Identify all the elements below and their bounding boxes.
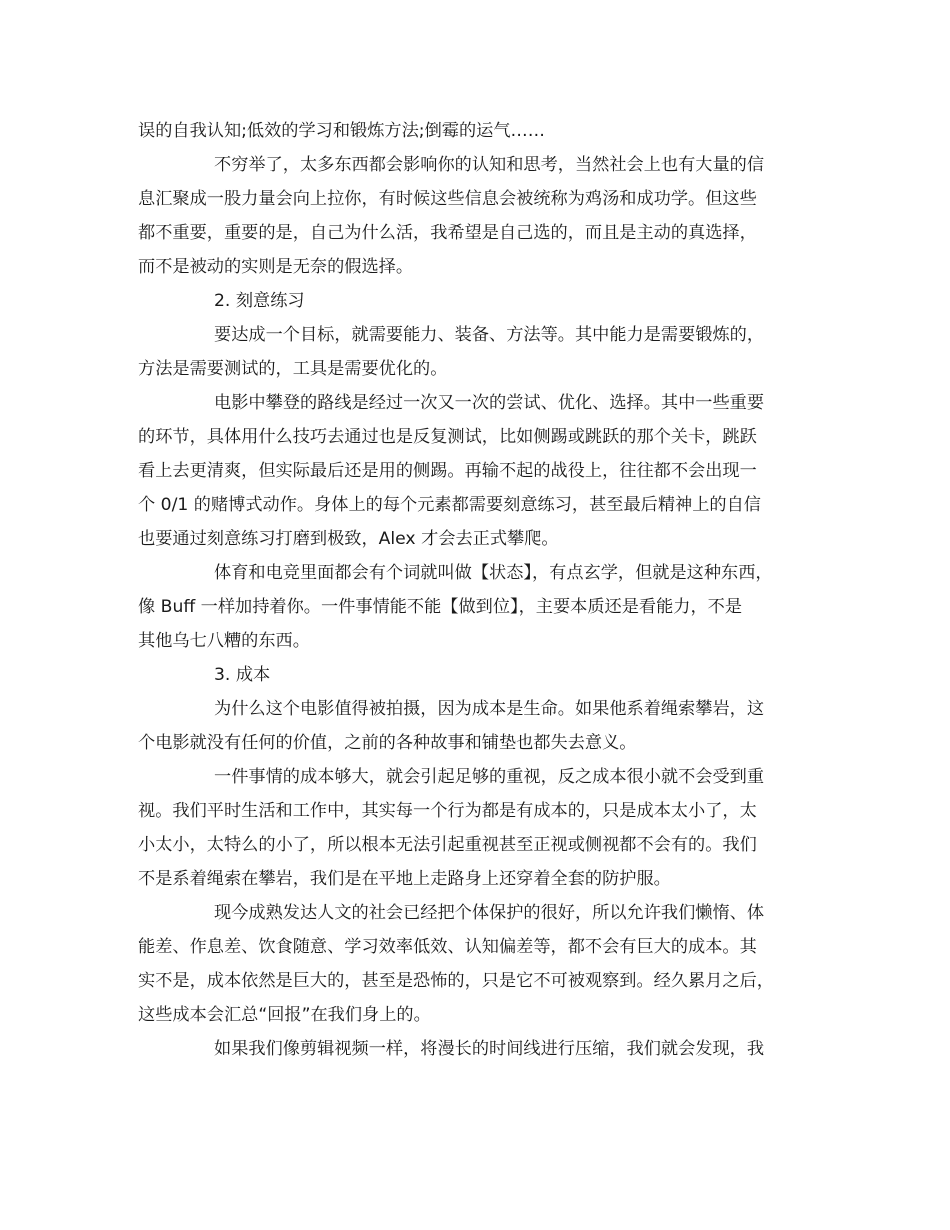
text-line: 这些成本会汇总“回报”在我们身上的。 <box>138 1005 431 1025</box>
text-line: 息汇聚成一股力量会向上拉你，有时候这些信息会被统称为鸡汤和成功学。但这些 <box>138 189 757 209</box>
text-line: 而不是被动的实则是无奈的假选择。 <box>138 257 414 277</box>
text-line: 不是系着绳索在攀岩，我们是在平地上走路身上还穿着全套的防护服。 <box>138 869 671 889</box>
text-line: 一件事情的成本够大，就会引起足够的重视，反之成本很小就不会受到重 <box>214 767 765 787</box>
text-line: 也要通过刻意练习打磨到极致，Alex 才会去正式攀爬。 <box>138 529 559 549</box>
text-line: 体育和电竞里面都会有个词就叫做【状态】，有点玄学，但就是这种东西， <box>214 563 773 583</box>
text-line: 视。我们平时生活和工作中，其实每一个行为都是有成本的，只是成本太小了，太 <box>138 801 757 821</box>
text-line: 要达成一个目标，就需要能力、装备、方法等。其中能力是需要锻炼的， <box>214 325 765 345</box>
text-line: 如果我们像剪辑视频一样，将漫长的时间线进行压缩，我们就会发现，我 <box>214 1039 765 1059</box>
text-line: 能差、作息差、饮食随意、学习效率低效、认知偏差等，都不会有巨大的成本。其 <box>138 937 757 957</box>
text-line: 都不重要，重要的是，自己为什么活，我希望是自己选的，而且是主动的真选择， <box>138 223 757 243</box>
text-line: 像 Buff 一样加持着你。一件事情能不能【做到位】，主要本质还是看能力，不是 <box>138 597 743 617</box>
section-heading: 2. 刻意练习 <box>214 291 305 311</box>
text-line: 个电影就没有任何的价值，之前的各种故事和铺垫也都失去意义。 <box>138 733 637 753</box>
text-line: 电影中攀登的路线是经过一次又一次的尝试、优化、选择。其中一些重要 <box>214 393 765 413</box>
text-line: 不穷举了，太多东西都会影响你的认知和思考，当然社会上也有大量的信 <box>214 155 765 175</box>
text-line: 现今成熟发达人文的社会已经把个体保护的很好，所以允许我们懒惰、体 <box>214 903 765 923</box>
text-line: 为什么这个电影值得被拍摄，因为成本是生命。如果他系着绳索攀岩，这 <box>214 699 765 719</box>
section-heading: 3. 成本 <box>214 665 271 685</box>
text-line: 的环节，具体用什么技巧去通过也是反复测试，比如侧踢或跳跃的那个关卡，跳跃 <box>138 427 757 447</box>
text-line: 小太小，太特么的小了，所以根本无法引起重视甚至正视或侧视都不会有的。我们 <box>138 835 757 855</box>
text-line: 看上去更清爽，但实际最后还是用的侧踢。再输不起的战役上，往往都不会出现一 <box>138 461 757 481</box>
text-line: 实不是，成本依然是巨大的，甚至是恐怖的，只是它不可被观察到。经久累月之后， <box>138 971 774 991</box>
text-line: 个 0/1 的赌博式动作。身体上的每个元素都需要刻意练习，甚至最后精神上的自信 <box>138 495 761 515</box>
text-line: 误的自我认知;低效的学习和锻炼方法;倒霉的运气…… <box>138 121 545 141</box>
document-body <box>138 114 828 1066</box>
text-line: 其他乌七八糟的东西。 <box>138 631 310 651</box>
text-line: 方法是需要测试的，工具是需要优化的。 <box>138 359 448 379</box>
